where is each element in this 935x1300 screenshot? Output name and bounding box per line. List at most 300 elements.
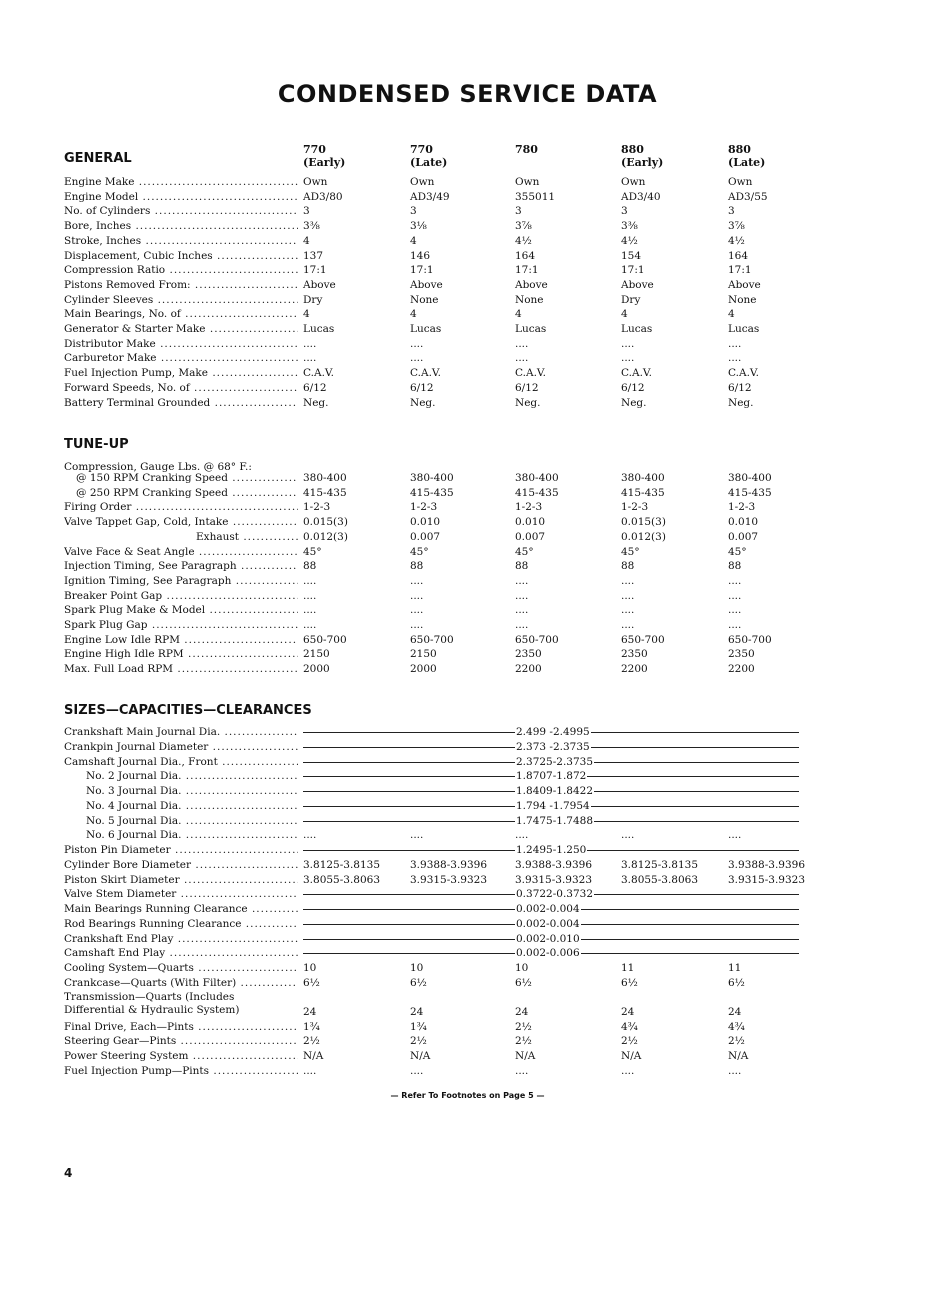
column-model: 770	[410, 143, 433, 156]
cell-value: None	[728, 293, 757, 306]
row-label: Injection Timing, See Paragraph .....	[64, 559, 298, 574]
cell-value: 11	[621, 962, 635, 974]
cell-value: 0.015(3)	[303, 516, 348, 529]
table-row	[64, 976, 844, 991]
row-label: Engine Make .....	[64, 175, 298, 190]
cell-value: Own	[515, 176, 540, 188]
cell-value: 2200	[728, 663, 755, 676]
table-row	[64, 961, 844, 976]
cell-value: AD3/40	[621, 190, 661, 203]
cell-value: 3⅛	[410, 220, 427, 233]
cell-value: Above	[303, 278, 336, 291]
cell-value: 3.8055-3.8063	[303, 873, 381, 886]
table-row	[64, 351, 844, 366]
cell-value: 4¾	[621, 1020, 638, 1033]
table-row	[64, 396, 844, 411]
cell-value: 3⅜	[303, 220, 320, 233]
cell-value: Lucas	[728, 323, 760, 335]
cell-value: 6½	[410, 976, 427, 989]
cell-value: C.A.V.	[621, 367, 653, 380]
cell-value: 6½	[621, 976, 638, 989]
cell-value: 17:1	[621, 264, 645, 277]
row-label: Displacement, Cubic Inches .....	[64, 249, 298, 264]
cell-value: 650-700	[303, 633, 347, 646]
cell-value: 154	[621, 249, 642, 262]
span-value: 0.002-0.010	[516, 932, 580, 945]
cell-value: ....	[410, 604, 424, 617]
cell-value: 164	[728, 249, 749, 262]
table-row	[64, 234, 844, 249]
cell-value: 88	[728, 560, 742, 573]
cell-value: 4	[621, 308, 628, 321]
row-label: No. 4 Journal Dia. .....	[64, 799, 298, 814]
span-value: 2.3725-2.3735	[516, 755, 594, 768]
cell-value: Above	[728, 278, 761, 291]
row-label: Cylinder Sleeves .....	[64, 293, 298, 308]
cell-value: 146	[410, 249, 431, 262]
section-heading-general: GENERAL	[64, 151, 132, 166]
cell-value: Lucas	[621, 323, 653, 335]
cell-value: Neg.	[728, 396, 754, 409]
table-row	[64, 784, 844, 799]
column-model: 880	[621, 143, 644, 156]
cell-value: AD3/80	[303, 190, 343, 203]
row-label: Crankpin Journal Diameter .....	[64, 740, 298, 755]
cell-value: ....	[303, 619, 317, 631]
row-label: Valve Stem Diameter .....	[64, 887, 298, 902]
table-row	[64, 559, 844, 574]
cell-value: 380-400	[410, 472, 454, 484]
cell-value: 380-400	[728, 472, 772, 484]
table-row	[64, 219, 844, 234]
table-row	[64, 814, 844, 829]
cell-value: 17:1	[303, 264, 327, 277]
row-label: No. 3 Journal Dia. .....	[64, 784, 298, 799]
cell-value: ....	[621, 574, 635, 587]
table-row	[64, 991, 844, 1021]
cell-value: ....	[621, 604, 635, 617]
cell-value: 3⅞	[728, 220, 745, 233]
table-row	[64, 1064, 844, 1079]
cell-value: 2½	[515, 1035, 532, 1048]
cell-value: 2350	[515, 648, 542, 661]
cell-value: 4	[515, 308, 522, 321]
cell-value: N/A	[515, 1050, 536, 1062]
cell-value: ....	[303, 337, 317, 350]
cell-value: 6/12	[515, 381, 539, 394]
cell-value: 3.8055-3.8063	[621, 873, 699, 886]
cell-value: 3.9388-3.9396	[410, 858, 488, 871]
cell-value: C.A.V.	[410, 367, 442, 380]
table-row	[64, 887, 844, 902]
cell-value: 3.9315-3.9323	[728, 873, 806, 886]
cell-value: ....	[303, 352, 317, 365]
cell-value: 4	[303, 234, 310, 247]
cell-value: 88	[515, 560, 529, 573]
row-label: Rod Bearings Running Clearance .....	[64, 917, 298, 932]
column-header	[303, 143, 345, 169]
cell-value: 3⅜	[621, 220, 638, 233]
table-row	[64, 337, 844, 352]
cell-value: 3.9315-3.9323	[410, 873, 488, 886]
cell-value: Neg.	[621, 396, 647, 409]
row-label: No. 5 Journal Dia. .....	[64, 814, 298, 829]
row-label: Spark Plug Gap .....	[64, 618, 298, 633]
cell-value: 4¾	[728, 1020, 745, 1033]
cell-value: 2200	[621, 663, 648, 676]
column-header	[515, 143, 538, 156]
table-row	[64, 278, 844, 293]
row-label: Fuel Injection Pump—Pints .....	[64, 1064, 298, 1079]
row-label: Pistons Removed From: .....	[64, 278, 298, 293]
row-label: Fuel Injection Pump, Make .....	[64, 366, 298, 381]
table-row	[64, 486, 844, 501]
cell-value: ....	[728, 352, 742, 365]
table-row	[64, 769, 844, 784]
cell-value: 6½	[303, 976, 320, 989]
cell-value: ....	[728, 589, 742, 602]
cell-value: 6½	[515, 976, 532, 989]
span-value: 1.2495-1.250	[516, 844, 587, 856]
cell-value: 3.9388-3.9396	[515, 858, 593, 871]
column-variant: (Early)	[621, 156, 664, 169]
cell-value: 10	[303, 962, 317, 974]
cell-value: 45°	[410, 545, 429, 558]
cell-value: ....	[728, 1064, 742, 1077]
cell-value: 137	[303, 249, 324, 262]
cell-value: 24	[303, 1005, 317, 1018]
cell-value: 2150	[410, 648, 437, 661]
table-row	[64, 381, 844, 396]
cell-value: Neg.	[410, 396, 436, 409]
cell-value: ....	[728, 604, 742, 617]
cell-value: 4	[410, 234, 417, 247]
cell-value: 6/12	[410, 381, 434, 394]
row-label: Steering Gear—Pints .....	[64, 1034, 298, 1049]
span-value: 1.794 -1.7954	[516, 799, 590, 812]
cell-value: ....	[515, 337, 529, 350]
page-number: 4	[64, 1166, 73, 1180]
table-row	[64, 249, 844, 264]
cell-value: 6½	[728, 976, 745, 989]
cell-value: 0.010	[410, 516, 441, 529]
cell-value: ....	[410, 829, 424, 842]
cell-value: 4	[410, 308, 417, 321]
span-value: 0.002-0.004	[516, 903, 580, 915]
cell-value: 3⅞	[515, 220, 532, 233]
row-label: Carburetor Make .....	[64, 351, 298, 366]
cell-value: ....	[410, 352, 424, 365]
row-label: Engine High Idle RPM .....	[64, 647, 298, 662]
cell-value: ....	[515, 619, 529, 631]
cell-value: 4½	[728, 234, 745, 247]
cell-value: ....	[728, 619, 742, 631]
row-label: No. of Cylinders .....	[64, 204, 298, 219]
cell-value: Lucas	[515, 323, 547, 335]
cell-value: 4	[303, 308, 310, 321]
cell-value: 0.015(3)	[621, 516, 666, 529]
row-label: Generator & Starter Make .....	[64, 322, 298, 337]
cell-value: Lucas	[303, 323, 335, 335]
cell-value: ....	[303, 1064, 317, 1077]
cell-value: 0.010	[515, 516, 546, 529]
cell-value: Neg.	[515, 396, 541, 409]
row-label: Crankshaft End Play .....	[64, 932, 298, 947]
span-value: 1.7475-1.7488	[516, 814, 594, 827]
cell-value: 650-700	[728, 633, 772, 646]
cell-value: 24	[515, 1005, 529, 1018]
cell-value: ....	[621, 1064, 635, 1077]
column-variant: (Late)	[728, 156, 766, 169]
table-row	[64, 574, 844, 589]
cell-value: 1-2-3	[621, 501, 649, 514]
cell-value: 380-400	[515, 472, 559, 484]
row-label: Engine Model .....	[64, 190, 298, 205]
cell-value: 17:1	[515, 264, 539, 277]
cell-value: 415-435	[621, 486, 665, 499]
cell-value: 2000	[410, 663, 437, 676]
cell-value: 2200	[515, 663, 542, 676]
row-label: @ 250 RPM Cranking Speed .....	[64, 486, 298, 501]
cell-value: Dry	[621, 293, 641, 306]
column-header	[621, 143, 663, 169]
cell-value: None	[515, 293, 544, 306]
cell-value: Own	[621, 176, 646, 188]
table-row	[64, 917, 844, 932]
cell-value: 2½	[303, 1035, 320, 1048]
cell-value: 3	[303, 205, 310, 218]
table-row	[64, 662, 844, 677]
row-label: Camshaft End Play .....	[64, 946, 298, 961]
cell-value: ....	[410, 574, 424, 587]
table-row	[64, 1034, 844, 1049]
cell-value: 3	[410, 205, 417, 218]
row-label: Compression Ratio .....	[64, 263, 298, 278]
row-label: Spark Plug Make & Model .....	[64, 603, 298, 618]
cell-value: 3.8125-3.8135	[303, 858, 381, 871]
table-row	[64, 500, 844, 515]
cell-value: 24	[728, 1005, 742, 1018]
cell-value: N/A	[621, 1050, 642, 1062]
column-model: 880	[728, 143, 751, 156]
cell-value: 2½	[621, 1035, 638, 1048]
column-header	[410, 143, 447, 169]
cell-value: 6/12	[621, 381, 645, 394]
cell-value: 1-2-3	[410, 501, 438, 514]
row-label: Piston Skirt Diameter .....	[64, 873, 298, 888]
table-row	[64, 515, 844, 530]
column-header	[728, 143, 765, 169]
table-row	[64, 322, 844, 337]
span-value: 0.3722-0.3732	[516, 888, 594, 901]
cell-value: 415-435	[728, 486, 772, 499]
cell-value: 3	[728, 205, 735, 218]
cell-value: 2½	[515, 1020, 532, 1033]
cell-value: ....	[515, 352, 529, 365]
cell-value: AD3/49	[410, 190, 450, 203]
table-row	[64, 828, 844, 843]
table-row	[64, 530, 844, 545]
column-variant: (Early)	[303, 156, 346, 169]
table-row	[64, 647, 844, 662]
cell-value: ....	[515, 574, 529, 587]
row-label: Cylinder Bore Diameter .....	[64, 858, 298, 873]
cell-value: 1-2-3	[303, 501, 331, 514]
table-row	[64, 755, 844, 770]
cell-value: 17:1	[728, 264, 752, 277]
span-value: 1.8707-1.872	[516, 770, 587, 783]
cell-value: ....	[515, 829, 529, 842]
table-row	[64, 932, 844, 947]
row-label: Valve Face & Seat Angle .....	[64, 545, 298, 560]
cell-value: 415-435	[410, 486, 454, 499]
row-label: Piston Pin Diameter .....	[64, 843, 298, 858]
row-label: Forward Speeds, No. of .....	[64, 381, 298, 396]
cell-value: 0.012(3)	[621, 530, 666, 543]
row-label: @ 150 RPM Cranking Speed .....	[64, 471, 298, 486]
row-label: Main Bearings Running Clearance .....	[64, 902, 298, 917]
cell-value: ....	[410, 619, 424, 631]
cell-value: 11	[728, 962, 742, 974]
cell-value: C.A.V.	[515, 367, 547, 380]
footnote: — Refer To Footnotes on Page 5 —	[390, 1091, 545, 1100]
table-row	[64, 1049, 844, 1064]
cell-value: ....	[621, 619, 635, 631]
cell-value: 3	[621, 205, 628, 218]
cell-value: C.A.V.	[303, 367, 335, 380]
cell-value: ....	[303, 604, 317, 617]
cell-value: 10	[515, 962, 529, 974]
cell-value: ....	[515, 589, 529, 602]
cell-value: 45°	[515, 545, 534, 558]
table-row	[64, 799, 844, 814]
cell-value: 3.9388-3.9396	[728, 858, 806, 871]
span-value: 0.002-0.006	[516, 947, 580, 960]
row-label: Breaker Point Gap .....	[64, 589, 298, 604]
cell-value: 45°	[728, 545, 747, 558]
row-label: No. 2 Journal Dia. .....	[64, 769, 298, 784]
row-label: Main Bearings, No. of .....	[64, 307, 298, 322]
table-row	[64, 946, 844, 961]
cell-value: 380-400	[621, 472, 665, 484]
row-label: Exhaust .....	[64, 530, 298, 545]
table-row	[64, 307, 844, 322]
cell-value: 0.010	[728, 516, 759, 529]
cell-value: 415-435	[303, 486, 347, 499]
cell-value: 2350	[728, 648, 755, 661]
table-row	[64, 603, 844, 618]
cell-value: 88	[621, 560, 635, 573]
section-heading-sizes: SIZES—CAPACITIES—CLEARANCES	[64, 703, 312, 718]
cell-value: 1-2-3	[728, 501, 756, 514]
cell-value: 1¾	[303, 1020, 320, 1033]
cell-value: ....	[410, 589, 424, 602]
cell-value: Own	[728, 176, 753, 188]
row-label: Distributor Make .....	[64, 337, 298, 352]
cell-value: 88	[303, 560, 317, 573]
cell-value: Dry	[303, 293, 323, 306]
cell-value: ....	[728, 337, 742, 350]
section-heading-tuneup: TUNE-UP	[64, 437, 129, 452]
cell-value: ....	[621, 589, 635, 602]
page-title: CONDENSED SERVICE DATA	[277, 80, 658, 108]
cell-value: Lucas	[410, 323, 442, 335]
table-row	[64, 902, 844, 917]
row-label: Bore, Inches .....	[64, 219, 298, 234]
column-model: 770	[303, 143, 326, 156]
cell-value: ....	[621, 829, 635, 842]
cell-value: ....	[728, 574, 742, 587]
cell-value: 0.007	[515, 530, 546, 543]
cell-value: 6/12	[303, 381, 327, 394]
span-value: 2.499 -2.4995	[516, 726, 590, 738]
cell-value: 380-400	[303, 472, 347, 484]
column-variant: (Late)	[410, 156, 448, 169]
cell-value: ....	[515, 604, 529, 617]
row-label: Max. Full Load RPM .....	[64, 662, 298, 677]
cell-value: ....	[410, 1064, 424, 1077]
cell-value: 2350	[621, 648, 648, 661]
cell-value: Own	[410, 176, 435, 188]
table-row	[64, 873, 844, 888]
cell-value: 45°	[303, 545, 322, 558]
table-row	[64, 175, 844, 190]
cell-value: Neg.	[303, 396, 329, 409]
cell-value: ....	[303, 829, 317, 842]
table-row	[64, 633, 844, 648]
cell-value: 4½	[621, 234, 638, 247]
row-label: Battery Terminal Grounded .....	[64, 396, 298, 411]
row-label: Final Drive, Each—Pints .....	[64, 1020, 298, 1035]
cell-value: N/A	[303, 1050, 324, 1062]
table-row	[64, 366, 844, 381]
cell-value: 415-435	[515, 486, 559, 499]
cell-value: 3.8125-3.8135	[621, 858, 699, 871]
cell-value: 3	[515, 205, 522, 218]
table-row	[64, 740, 844, 755]
cell-value: 1-2-3	[515, 501, 543, 514]
cell-value: 3.9315-3.9323	[515, 873, 593, 886]
span-value: 0.002-0.004	[516, 917, 580, 930]
row-label: Valve Tappet Gap, Cold, Intake .....	[64, 515, 298, 530]
cell-value: N/A	[728, 1050, 749, 1062]
cell-value: 6/12	[728, 381, 752, 394]
cell-value: 650-700	[621, 633, 665, 646]
cell-value: 2150	[303, 648, 330, 661]
row-label: Power Steering System .....	[64, 1049, 298, 1064]
row-label: Camshaft Journal Dia., Front .....	[64, 755, 298, 770]
cell-value: Above	[621, 278, 654, 291]
table-row	[64, 293, 844, 308]
table-row	[64, 190, 844, 205]
cell-value: ....	[303, 589, 317, 602]
cell-value: ....	[621, 337, 635, 350]
cell-value: Own	[303, 176, 328, 188]
cell-value: 2000	[303, 663, 330, 676]
table-row	[64, 204, 844, 219]
tuneup-subheader-label: Compression, Gauge Lbs. @ 68° F.:	[64, 461, 252, 473]
row-label: Engine Low Idle RPM .....	[64, 633, 298, 648]
cell-value: ....	[728, 829, 742, 842]
cell-value: 2½	[728, 1035, 745, 1048]
column-model: 780	[515, 143, 538, 156]
cell-value: ....	[410, 337, 424, 350]
cell-value: 4	[728, 308, 735, 321]
row-label: Crankcase—Quarts (With Filter) .....	[64, 976, 298, 991]
cell-value: Above	[515, 278, 548, 291]
row-label: Stroke, Inches .....	[64, 234, 298, 249]
row-label: Firing Order .....	[64, 500, 298, 515]
